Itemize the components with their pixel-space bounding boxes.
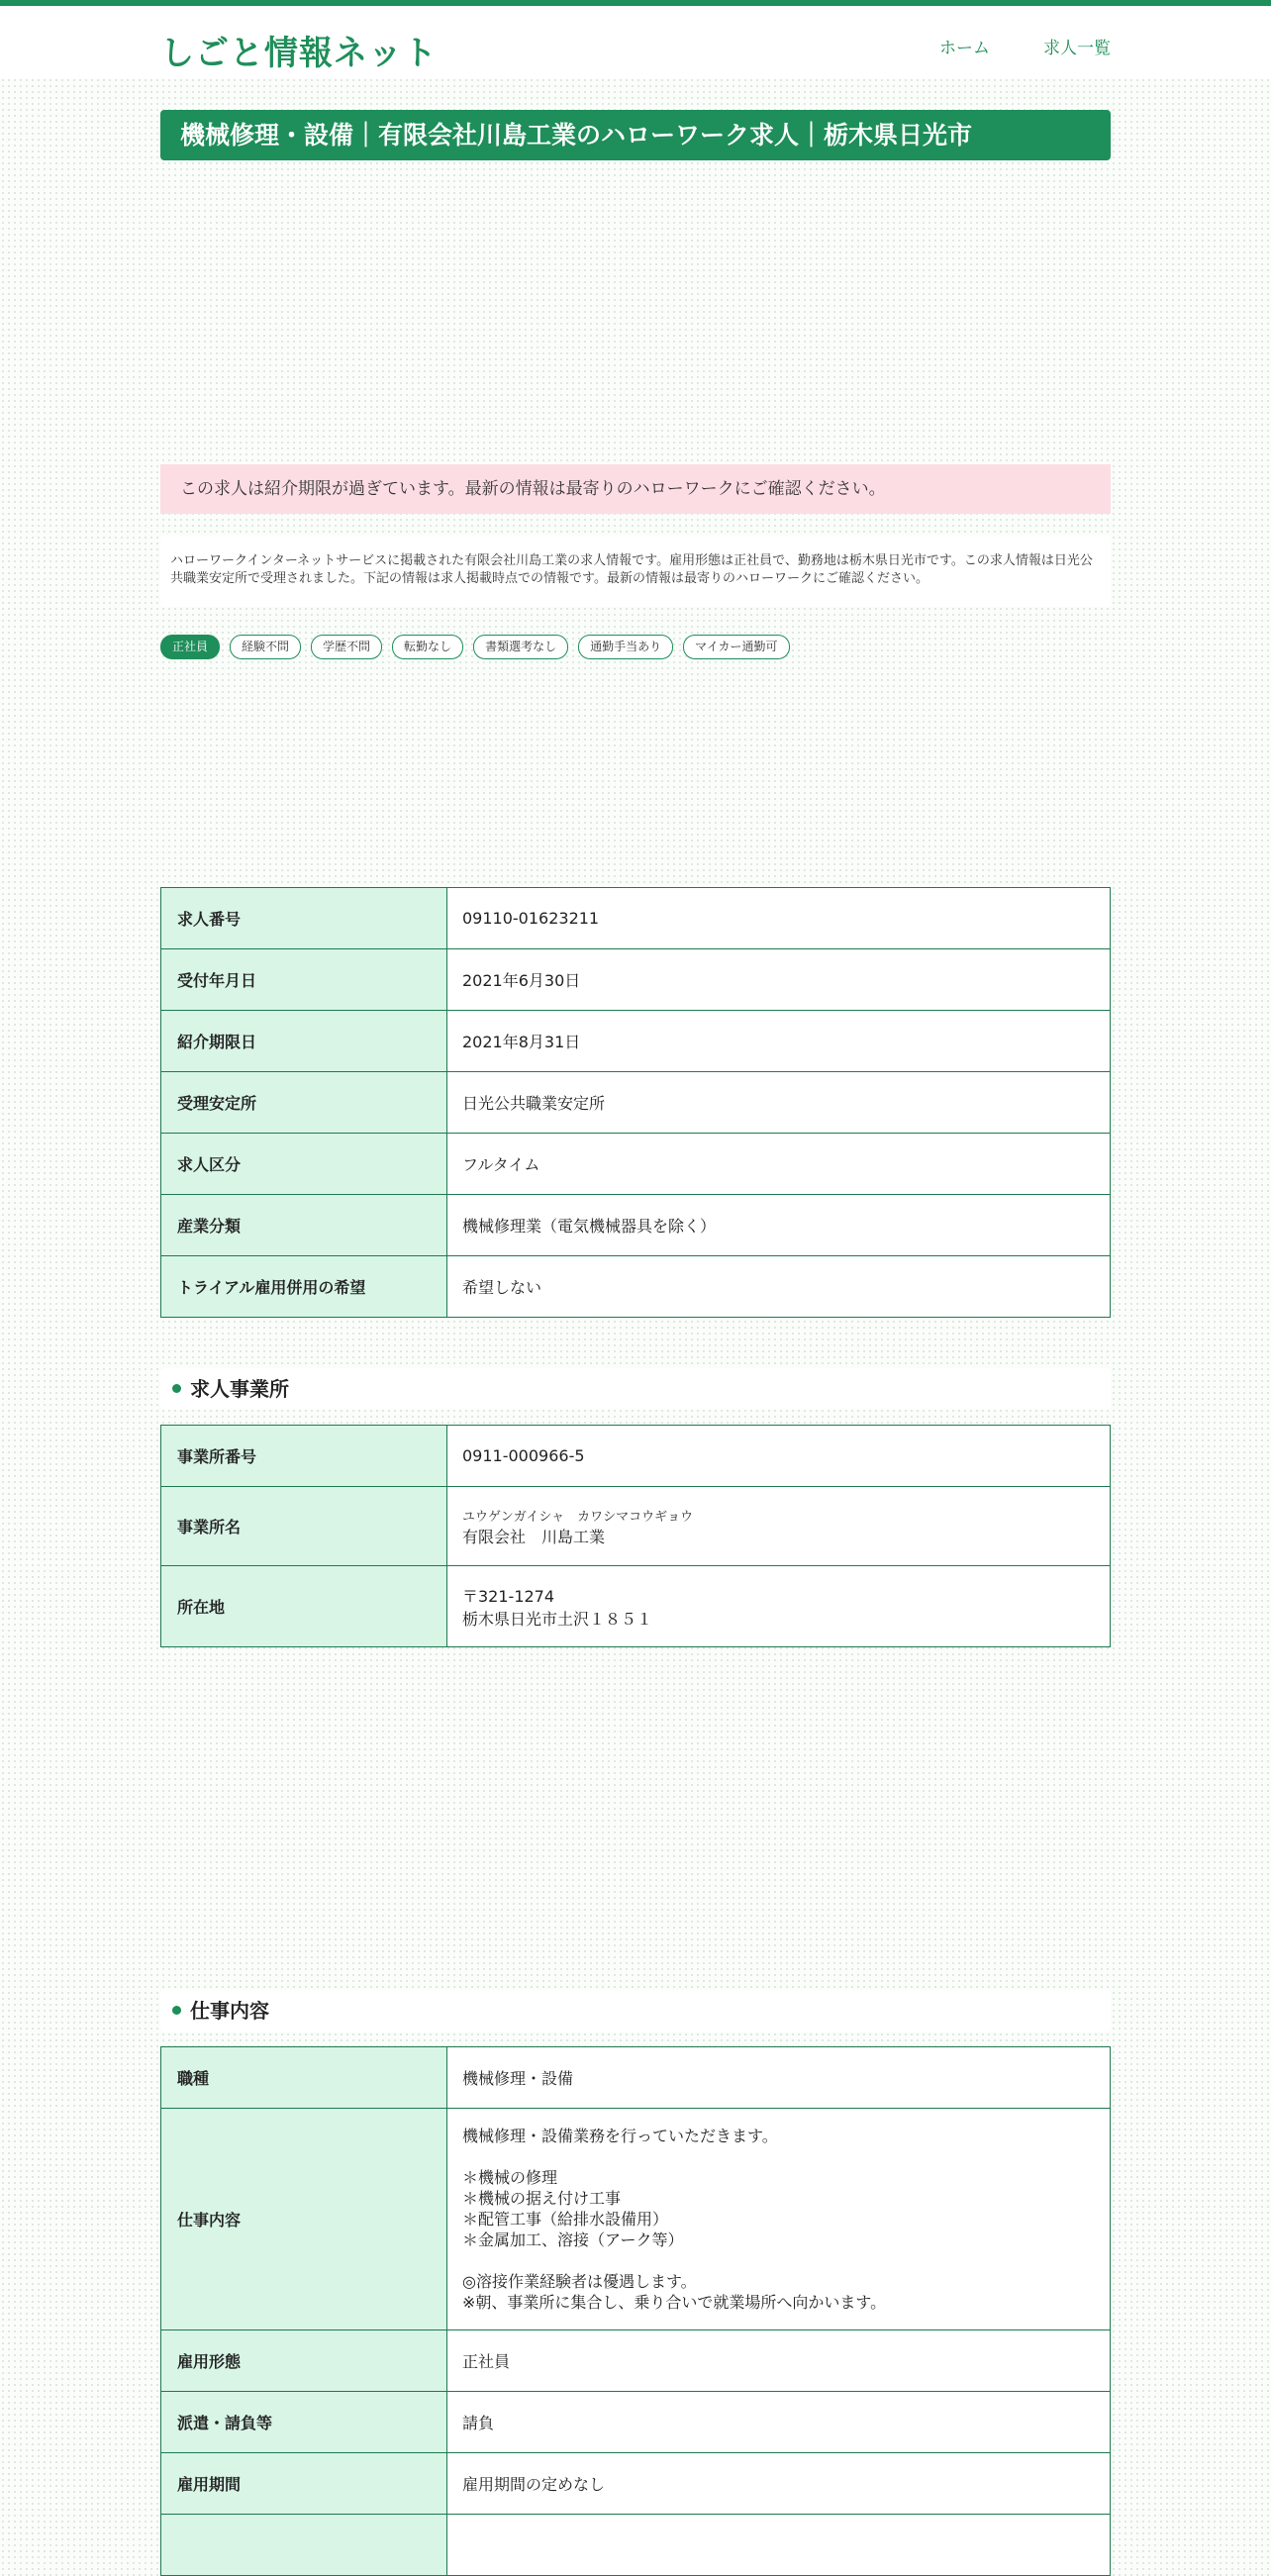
row-label: 派遣・請負等	[161, 2392, 447, 2453]
tag-badge: マイカー通勤可	[683, 635, 789, 659]
employer-table	[160, 1425, 1111, 1647]
row-value: 機械修理・設備	[447, 2047, 1111, 2109]
row-value: 2021年6月30日	[447, 949, 1111, 1011]
section-heading-job	[160, 1990, 1111, 2031]
ad-space	[160, 160, 1111, 464]
row-label: 紹介期限日	[161, 1011, 447, 1072]
tag-badge: 学歴不問	[311, 635, 382, 659]
section-heading-employer	[160, 1368, 1111, 1410]
site-logo[interactable]: しごと情報ネット	[160, 34, 438, 73]
main-nav	[939, 34, 1111, 58]
postal-code: 〒321-1274	[462, 1586, 555, 1606]
table-row	[161, 1426, 1111, 1487]
expired-notice: この求人は紹介期限が過ぎています。最新の情報は最寄りのハローワークにご確認ください。	[160, 464, 1111, 514]
table-row	[161, 1566, 1111, 1647]
table-row	[161, 2515, 1111, 2576]
row-value: 機械修理業（電気機械器具を除く）	[447, 1195, 1111, 1256]
row-label: 産業分類	[161, 1195, 447, 1256]
row-label	[161, 2515, 447, 2576]
row-label: 求人番号	[161, 888, 447, 949]
main-content	[160, 110, 1111, 2576]
row-value	[447, 1487, 1111, 1566]
summary-table	[160, 887, 1111, 1318]
employer-name: 有限会社 川島工業	[462, 1527, 606, 1546]
employer-name-kana: ユウゲンガイシャ カワシマコウギョウ	[462, 1509, 694, 1525]
row-value: 希望しない	[447, 1256, 1111, 1318]
row-value: 2021年8月31日	[447, 1011, 1111, 1072]
row-label: 仕事内容	[161, 2109, 447, 2330]
ad-space	[160, 1647, 1111, 1990]
table-row	[161, 1011, 1111, 1072]
tag-badge: 通勤手当あり	[578, 635, 673, 659]
bullet-icon	[172, 2006, 181, 2015]
section-heading-text: 求人事業所	[190, 1377, 289, 1401]
page-title: 機械修理・設備｜有限会社川島工業のハローワーク求人｜栃木県日光市	[160, 110, 1111, 160]
row-label: 受付年月日	[161, 949, 447, 1011]
row-label: 職種	[161, 2047, 447, 2109]
table-row	[161, 1256, 1111, 1318]
job-description-summary: ハローワークインターネットサービスに掲載された有限会社川島工業の求人情報です。雇用形態は正社員で、勤務地は栃木県日光市です。この求人情報は日光公共職業安定所で受理されました。下記の情報は求人掲載時点での情報です。最新の情報は最寄りのハローワークにご確認ください。	[160, 536, 1111, 607]
table-row	[161, 2453, 1111, 2515]
table-row	[161, 2330, 1111, 2392]
nav-home-link[interactable]: ホーム	[939, 39, 990, 58]
row-value: 雇用期間の定めなし	[447, 2453, 1111, 2515]
job-table	[160, 2046, 1111, 2576]
tag-badge: 経験不問	[230, 635, 301, 659]
tag-list	[160, 635, 1111, 659]
table-row	[161, 2109, 1111, 2330]
section-heading-text: 仕事内容	[190, 1999, 269, 2023]
table-row	[161, 1195, 1111, 1256]
table-row	[161, 1072, 1111, 1134]
row-label: 雇用形態	[161, 2330, 447, 2392]
row-label: トライアル雇用併用の希望	[161, 1256, 447, 1318]
tag-badge: 転勤なし	[392, 635, 463, 659]
row-value: 日光公共職業安定所	[447, 1072, 1111, 1134]
bullet-icon	[172, 1384, 181, 1393]
row-label: 事業所名	[161, 1487, 447, 1566]
table-row	[161, 1134, 1111, 1195]
table-row	[161, 2047, 1111, 2109]
row-value: 0911-000966-5	[447, 1426, 1111, 1487]
ad-space	[160, 659, 1111, 887]
row-label: 受理安定所	[161, 1072, 447, 1134]
row-value	[447, 1566, 1111, 1647]
table-row	[161, 1487, 1111, 1566]
row-value: 正社員	[447, 2330, 1111, 2392]
row-value: フルタイム	[447, 1134, 1111, 1195]
row-label: 所在地	[161, 1566, 447, 1647]
table-row	[161, 949, 1111, 1011]
row-value: 機械修理・設備業務を行っていただきます。 ＊機械の修理 ＊機械の据え付け工事 ＊配管工事（給排水設備用） ＊金属加工、溶接（アーク等） ◎溶接作業経験者は優遇します。 ※朝、事業所に集合し、乗り合いで就業場所へ向かいます。	[447, 2109, 1111, 2330]
row-value	[447, 2515, 1111, 2576]
row-value: 請負	[447, 2392, 1111, 2453]
nav-job-list-link[interactable]: 求人一覧	[1043, 39, 1111, 58]
tag-badge: 正社員	[160, 635, 220, 659]
address: 栃木県日光市土沢１８５１	[462, 1609, 653, 1629]
row-label: 事業所番号	[161, 1426, 447, 1487]
table-row	[161, 2392, 1111, 2453]
table-row	[161, 888, 1111, 949]
row-value: 09110-01623211	[447, 888, 1111, 949]
site-header	[0, 6, 1271, 79]
tag-badge: 書類選考なし	[473, 635, 568, 659]
row-label: 求人区分	[161, 1134, 447, 1195]
row-label: 雇用期間	[161, 2453, 447, 2515]
